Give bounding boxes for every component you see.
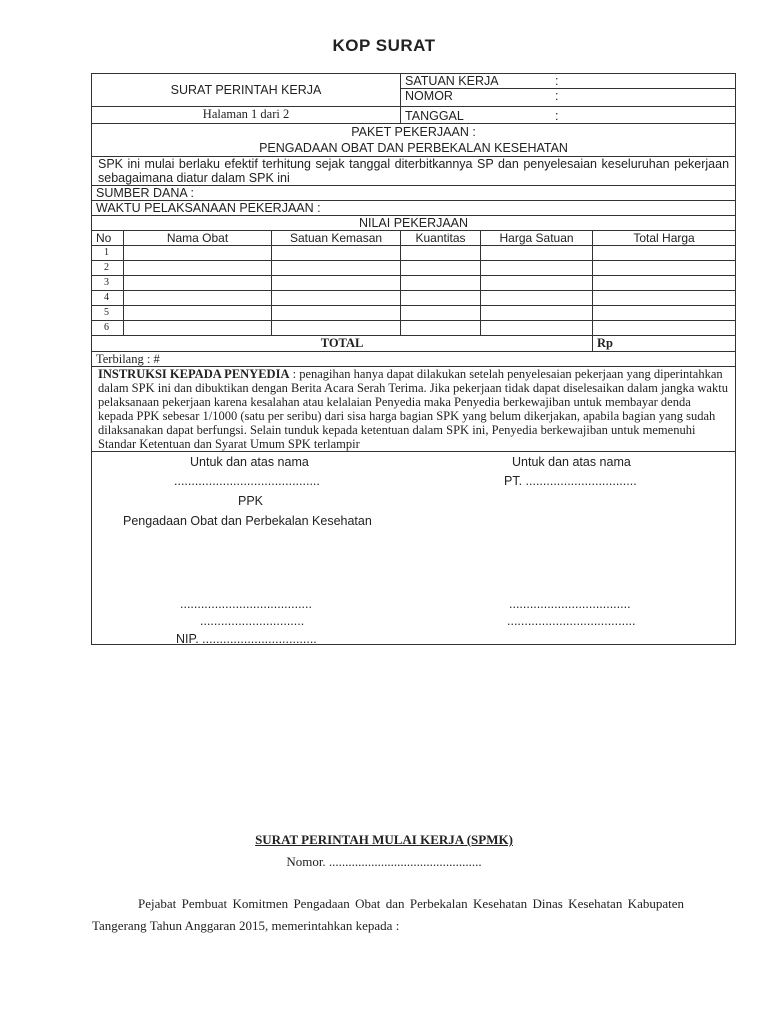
header-row-1 — [92, 74, 736, 107]
table-row — [92, 306, 736, 321]
table-row — [92, 261, 736, 276]
instruksi-text: : penagihan hanya dapat dilakukan setelah penyelesaian pekerjaan yang diperintahkan dalam SPK ini dan dibuktikan dengan Berita Acara Serah Terima. Jika pekerjaan tidak dapat diselesaikan dalam jangka waktu pelaksanaan pekerjaan karena kesalahan atau kelalaian Penyedia maka Penyedia berkewajiban untuk membayar denda kepada PPK sebesar 1/1000 (satu per seribu) dari sisa harga bagian SPK yang belum dikerjakan, apabila bagian yang sudah dilaksanakan dapat berfungsi. Selain tunduk kepada ketentuan dalam SPK ini, Penyedia berkewajiban untuk memenuhi Standar Ketentuan dan Syarat Umum SPK terlampir — [98, 367, 728, 451]
total-row — [92, 336, 736, 352]
sumber-dana: SUMBER DANA : — [92, 186, 736, 201]
halaman-cell — [92, 107, 401, 124]
spk-text-row — [92, 157, 736, 186]
right-untuk-title: Untuk dan atas nama — [512, 455, 631, 469]
kop-surat-title: KOP SURAT — [332, 36, 436, 55]
header-row-2 — [92, 107, 736, 124]
row-number: 3 — [92, 276, 124, 291]
waktu-row — [92, 201, 736, 216]
signature-row — [92, 452, 736, 645]
right-pt: PT. ................................ — [504, 474, 637, 488]
paket-value: PENGADAAN OBAT DAN PERBEKALAN KESEHATAN — [259, 141, 568, 155]
spmk-title-text: SURAT PERINTAH MULAI KERJA (SPMK) — [255, 832, 513, 847]
spk-text: SPK ini mulai berlaku efektif terhitung sejak tanggal diterbitkannya SP dan penyelesaian keseluruhan pekerjaan sebagaimana diatur dalam SPK ini — [92, 157, 736, 186]
nomor-colon: : — [555, 89, 559, 103]
left-sign-line-2: .............................. — [200, 614, 305, 628]
col-satuan-kemasan: Satuan Kemasan — [272, 231, 401, 246]
nomor-label: NOMOR — [405, 89, 453, 103]
tanggal-cell — [401, 107, 736, 124]
nilai-pekerjaan: NILAI PEKERJAAN — [92, 216, 736, 231]
nilai-row — [92, 216, 736, 231]
nomor-row — [401, 88, 735, 103]
satuan-kerja-colon: : — [555, 74, 559, 88]
col-total-harga: Total Harga — [593, 231, 736, 246]
total-currency: Rp — [593, 336, 736, 352]
paket-row — [92, 124, 736, 157]
tanggal-label: TANGGAL — [405, 109, 464, 123]
table-row — [92, 321, 736, 336]
signature-cell — [92, 452, 736, 645]
row-number: 5 — [92, 306, 124, 321]
table-row — [92, 246, 736, 261]
column-header-row — [92, 231, 736, 246]
col-nama-obat: Nama Obat — [124, 231, 272, 246]
halaman-text: Halaman 1 dari 2 — [202, 107, 290, 121]
total-label: TOTAL — [92, 336, 593, 352]
col-harga-satuan: Harga Satuan — [481, 231, 593, 246]
spmk-title — [0, 832, 768, 848]
satuan-nomor-cell — [401, 74, 736, 107]
tanggal-colon: : — [555, 109, 559, 123]
satuan-kerja-row — [405, 74, 731, 88]
row-number: 2 — [92, 261, 124, 276]
col-no: No — [92, 231, 124, 246]
col-kuantitas: Kuantitas — [401, 231, 481, 246]
waktu-pelaksanaan: WAKTU PELAKSANAAN PEKERJAAN : — [92, 201, 736, 216]
row-number: 6 — [92, 321, 124, 336]
spmk-nomor: Nomor. ............................................... — [286, 854, 482, 869]
terbilang: Terbilang : # — [92, 352, 736, 367]
left-nip: NIP. ................................. — [176, 632, 317, 646]
row-number: 4 — [92, 291, 124, 306]
left-role-ppk: PPK — [238, 494, 264, 508]
row-number: 1 — [92, 246, 124, 261]
spk-table — [91, 73, 736, 645]
left-name-dots: .......................................... — [174, 474, 320, 488]
paket-cell — [92, 124, 736, 157]
right-sign-line-2: ..................................... — [507, 614, 636, 628]
left-sign-line-1: ...................................... — [180, 597, 312, 611]
satuan-kerja-label: SATUAN KERJA — [405, 74, 499, 88]
sumber-dana-row — [92, 186, 736, 201]
instruksi-label: INSTRUKSI KEPADA PENYEDIA — [98, 367, 290, 381]
right-sign-line-1: ................................... — [509, 597, 631, 611]
left-untuk-title: Untuk dan atas nama — [190, 455, 309, 469]
left-org: Pengadaan Obat dan Perbekalan Kesehatan — [123, 514, 372, 528]
instruksi-cell — [92, 367, 736, 452]
terbilang-row — [92, 352, 736, 367]
spmk-body: Pejabat Pembuat Komitmen Pengadaan Obat dan Perbekalan Kesehatan Dinas Kesehatan Kabupaten Tangerang Tahun Anggaran 2015, memerintahkan kepada : — [92, 896, 684, 933]
paket-label: PAKET PEKERJAAN : — [351, 125, 476, 139]
spk-title: SURAT PERINTAH KERJA — [170, 83, 322, 97]
spk-title-cell — [92, 74, 401, 107]
instruksi-row — [92, 367, 736, 452]
table-row — [92, 291, 736, 306]
table-row — [92, 276, 736, 291]
